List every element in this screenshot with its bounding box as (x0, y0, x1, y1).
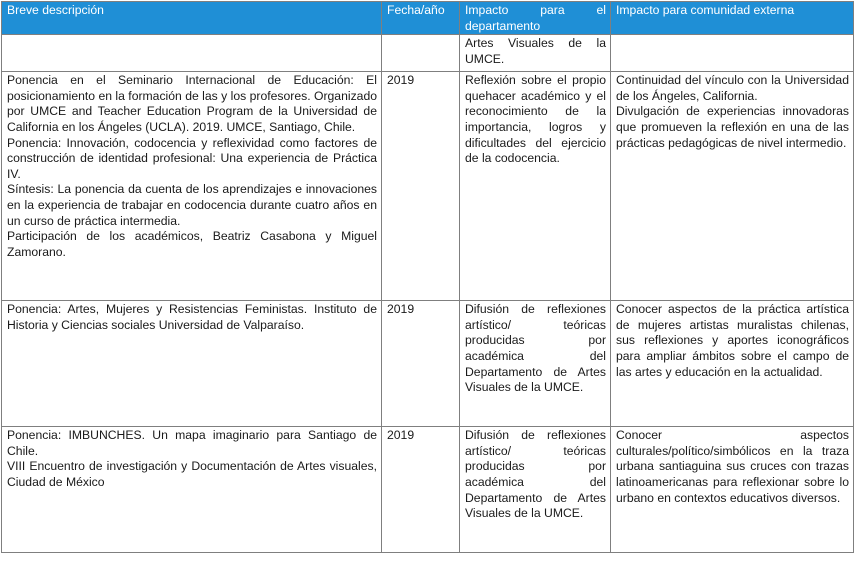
impact-external-cell (611, 427, 854, 553)
table-row (2, 35, 854, 72)
activities-table (1, 1, 854, 553)
description-paragraph: Síntesis: La ponencia da cuenta de los aprendizajes e innovaciones en la experiencia de trabajar en codocencia durante cuatro años en un curso de práctica intermedia. (7, 182, 377, 228)
description-cell (2, 427, 382, 553)
description-cell (2, 35, 382, 72)
impact-external-paragraph: Conocer aspectos culturales/político/simbólicos en la traza urbana santiaguina sus cruces con trazas latinoamericanas para reflexionar sobre lo urbano en contextos educativos diversos. (616, 428, 849, 505)
year-cell: 2019 (382, 72, 460, 301)
impact-external-paragraph: Divulgación de experiencias innovadoras que promueven la reflexión en una de las prácticas pedagógicas de nivel intermedio. (616, 104, 849, 150)
impact-external-paragraph: Conocer aspectos de la práctica artística de mujeres artistas muralistas chilenas, sus reflexiones y aportes iconográficos para ampliar ámbitos sobre el campo de las artes y educación en la actualidad. (616, 302, 849, 379)
description-paragraph: Ponencia: Innovación, codocencia y reflexividad como factores de construcción de identidad profesional: Una experiencia de Práctica IV. (7, 135, 377, 181)
description-paragraph: Ponencia: Artes, Mujeres y Resistencias Feministas. Instituto de Historia y Ciencias sociales Universidad de Valparaíso. (7, 302, 377, 332)
header-impact-department: Impacto para el departamento (460, 2, 611, 35)
impact-department-cell: Difusión de reflexiones artístico/ teóricas producidas por académica del Departamento de Artes Visuales de la UMCE. (460, 427, 611, 553)
header-impact-external: Impacto para comunidad externa (611, 2, 854, 35)
header-description: Breve descripción (2, 2, 382, 35)
impact-external-paragraph: Continuidad del vínculo con la Universidad de los Ángeles, California. (616, 73, 849, 103)
impact-department-cell: Difusión de reflexiones artístico/ teóricas producidas por académica del Departamento de Artes Visuales de la UMCE. (460, 301, 611, 427)
impact-external-cell (611, 301, 854, 427)
year-cell: 2019 (382, 427, 460, 553)
description-paragraph: VIII Encuentro de investigación y Documentación de Artes visuales, Ciudad de México (7, 459, 377, 489)
table-row (2, 72, 854, 301)
description-cell (2, 72, 382, 301)
description-paragraph: Participación de los académicos, Beatriz Casabona y Miguel Zamorano. (7, 229, 377, 259)
year-cell: 2019 (382, 301, 460, 427)
header-date: Fecha/año (382, 2, 460, 35)
description-paragraph: Ponencia: IMBUNCHES. Un mapa imaginario para Santiago de Chile. (7, 428, 377, 458)
year-cell (382, 35, 460, 72)
impact-department-cell: Artes Visuales de la UMCE. (460, 35, 611, 72)
description-paragraph: Ponencia en el Seminario Internacional de Educación: El posicionamiento en la formación de las y los profesores. Organizado por UMCE and Teacher Education Program de la Universidad de California en los Ángeles (UCLA). 2019. UMCE, Santiago, Chile. (7, 73, 377, 134)
header-row (2, 2, 854, 35)
table-row (2, 301, 854, 427)
impact-department-cell: Reflexión sobre el propio quehacer académico y el reconocimiento de la importancia, logros y dificultades del ejercicio de la codocencia. (460, 72, 611, 301)
description-cell (2, 301, 382, 427)
impact-external-cell (611, 35, 854, 72)
impact-external-cell (611, 72, 854, 301)
table-row (2, 427, 854, 553)
